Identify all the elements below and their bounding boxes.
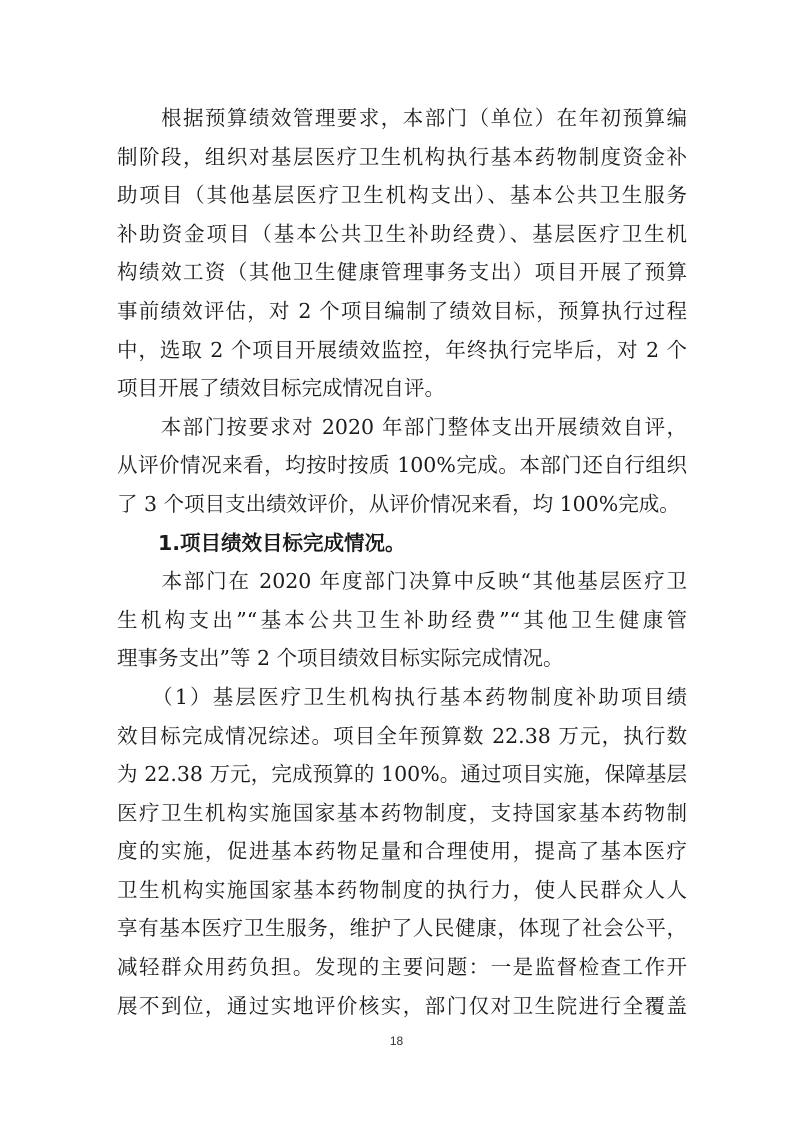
text-line: 了 3 个项目支出绩效评价，从评价情况来看，均 100%完成。	[117, 491, 680, 516]
text-line: 享有基本医疗卫生服务，维护了人民健康，体现了社会公平，	[117, 916, 687, 941]
text-line: 补助资金项目（基本公共卫生补助经费）、基层医疗卫生机	[117, 221, 687, 246]
text-line: 为 22.38 万元，完成预算的 100%。通过项目实施，保障基层	[117, 762, 687, 787]
text-line: 构绩效工资（其他卫生健康管理事务支出）项目开展了预算	[117, 260, 687, 285]
text-line: 制阶段，组织对基层医疗卫生机构执行基本药物制度资金补	[117, 144, 687, 169]
section-heading	[117, 524, 687, 563]
text-line: 助项目（其他基层医疗卫生机构支出）、基本公共卫生服务	[117, 183, 687, 208]
text-line: 医疗卫生机构实施国家基本药物制度，支持国家基本药物制	[117, 800, 687, 825]
text-line: 事前绩效评估，对 2 个项目编制了绩效目标，预算执行过程	[117, 298, 687, 323]
text-line: 减轻群众用药负担。发现的主要问题：一是监督检查工作开	[117, 955, 687, 980]
paragraph-overall-self-evaluation	[117, 408, 687, 524]
body-text	[117, 99, 687, 1025]
text-line: 根据预算绩效管理要求，本部门（单位）在年初预算编	[117, 106, 687, 130]
text-line: 中，选取 2 个项目开展绩效监控，年终执行完毕后，对 2 个	[117, 337, 687, 362]
text-line: （1）基层医疗卫生机构执行基本药物制度补助项目绩	[117, 684, 687, 709]
paragraph-project-list	[117, 562, 687, 678]
text-line: 项目开展了绩效目标完成情况自评。	[117, 376, 445, 401]
text-line: 度的实施，促进基本药物足量和合理使用，提高了基本医疗	[117, 839, 687, 864]
heading-text: 1.项目绩效目标完成情况。	[117, 530, 406, 555]
text-line: 本部门按要求对 2020 年部门整体支出开展绩效自评，	[117, 414, 687, 439]
text-line: 从评价情况来看，均按时按质 100%完成。本部门还自行组织	[117, 453, 687, 478]
text-line: 展不到位，通过实地评价核实，部门仅对卫生院进行全覆盖	[117, 993, 687, 1018]
text-line: 本部门在 2020 年度部门决算中反映“其他基层医疗卫	[117, 569, 687, 594]
text-line: 效目标完成情况综述。项目全年预算数 22.38 万元，执行数	[117, 723, 687, 748]
text-line: 生机构支出”“基本公共卫生补助经费”“其他卫生健康管	[117, 607, 687, 632]
text-line: 理事务支出”等 2 个项目绩效目标实际完成情况。	[117, 646, 564, 671]
text-line: 卫生机构实施国家基本药物制度的执行力，使人民群众人人	[117, 877, 687, 902]
paragraph-project-1-summary	[117, 678, 687, 1025]
page-number: 18	[389, 1034, 404, 1048]
paragraph-evaluation-overview	[117, 99, 687, 408]
